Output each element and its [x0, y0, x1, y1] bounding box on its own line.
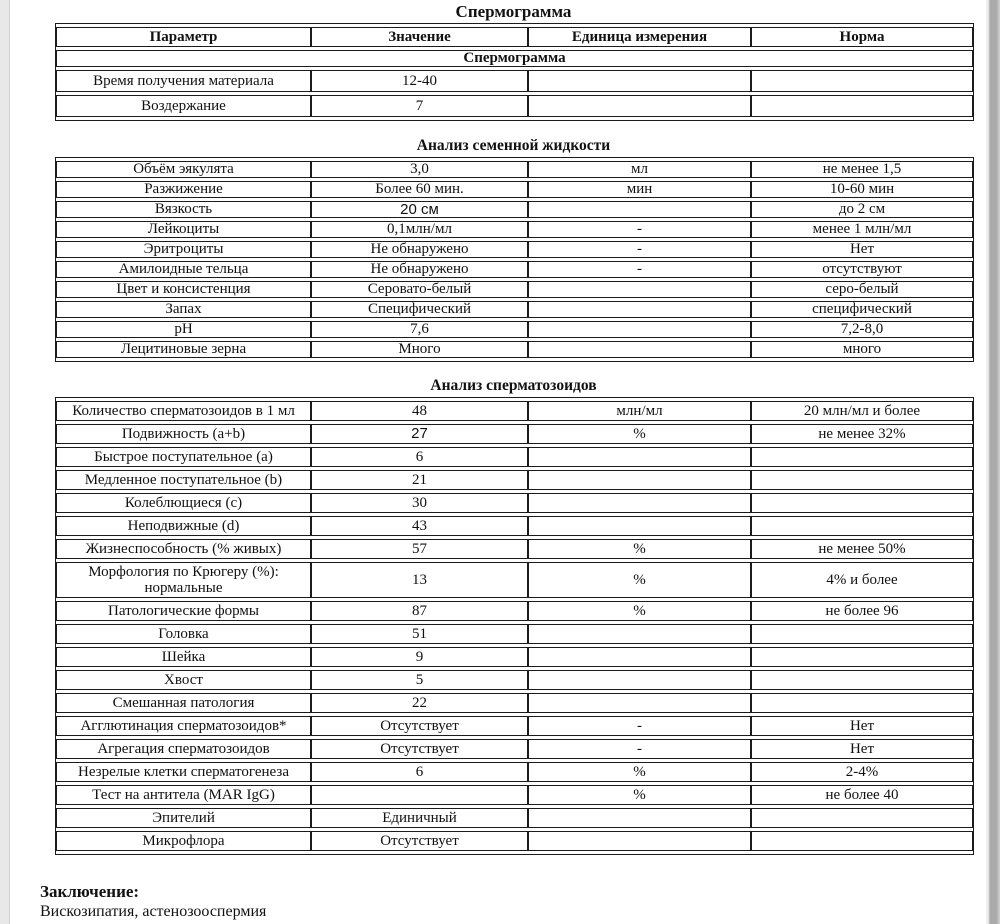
value-cell: 57 — [311, 539, 528, 559]
value-cell: 20 см — [311, 201, 528, 218]
table-row — [56, 601, 973, 621]
norm-cell: до 2 см — [751, 201, 973, 218]
table-row — [56, 808, 973, 828]
norm-cell: серо-белый — [751, 281, 973, 298]
table-row — [56, 401, 973, 421]
table-row — [56, 670, 973, 690]
value-cell: 43 — [311, 516, 528, 536]
value-cell — [311, 785, 528, 805]
parameter-cell: Колеблющиеся (c) — [56, 493, 311, 513]
unit-cell — [528, 516, 751, 536]
spermatozoa-rows — [56, 401, 973, 851]
unit-cell — [528, 470, 751, 490]
parameter-cell: Агрегация сперматозоидов — [56, 739, 311, 759]
unit-cell: млн/мл — [528, 401, 751, 421]
table-row — [56, 647, 973, 667]
spermogram-rows — [56, 70, 973, 117]
table-row — [56, 95, 973, 117]
norm-cell — [751, 624, 973, 644]
unit-cell — [528, 447, 751, 467]
unit-cell: - — [528, 261, 751, 278]
section-title-seminal-fluid: Анализ семенной жидкости — [416, 137, 611, 154]
unit-cell: мл — [528, 161, 751, 178]
table-row — [56, 762, 973, 782]
norm-cell: 2-4% — [751, 762, 973, 782]
parameter-cell: Воздержание — [56, 95, 311, 117]
column-header-norm: Норма — [751, 27, 973, 47]
parameter-cell: Быстрое поступательное (a) — [56, 447, 311, 467]
parameter-cell: pH — [56, 321, 311, 338]
table-row — [56, 516, 973, 536]
section-row-group — [56, 50, 973, 67]
parameter-cell: Тест на антитела (MAR IgG) — [56, 785, 311, 805]
norm-cell: не менее 32% — [751, 424, 973, 444]
value-cell: 3,0 — [311, 161, 528, 178]
table-row — [56, 70, 973, 92]
parameter-cell: Разжижение — [56, 181, 311, 198]
norm-cell: менее 1 млн/мл — [751, 221, 973, 238]
section-title-spermatozoa: Анализ сперматозоидов — [430, 377, 597, 394]
unit-cell: % — [528, 539, 751, 559]
unit-cell — [528, 647, 751, 667]
table-row — [56, 241, 973, 258]
norm-cell: много — [751, 341, 973, 358]
unit-cell — [528, 808, 751, 828]
norm-cell — [751, 808, 973, 828]
norm-cell: не более 96 — [751, 601, 973, 621]
norm-cell: 4% и более — [751, 562, 973, 598]
unit-cell — [528, 95, 751, 117]
value-cell: 6 — [311, 447, 528, 467]
unit-cell — [528, 493, 751, 513]
parameter-cell: Незрелые клетки сперматогенеза — [56, 762, 311, 782]
unit-cell — [528, 70, 751, 92]
parameter-cell: Шейка — [56, 647, 311, 667]
unit-cell — [528, 831, 751, 851]
document-title: Спермограмма — [455, 2, 572, 21]
value-cell: 51 — [311, 624, 528, 644]
parameter-cell: Амилоидные тельца — [56, 261, 311, 278]
conclusion-label: Заключение: — [40, 882, 140, 901]
norm-cell: 7,2-8,0 — [751, 321, 973, 338]
parameter-cell: Агглютинация сперматозоидов* — [56, 716, 311, 736]
parameter-cell: Запах — [56, 301, 311, 318]
conclusion-text: Вискозипатия, астенозооспермия — [40, 903, 267, 920]
parameter-cell: Объём эякулята — [56, 161, 311, 178]
parameter-cell: Лецитиновые зерна — [56, 341, 311, 358]
column-header-unit: Единица измерения — [528, 27, 751, 47]
parameter-cell: Головка — [56, 624, 311, 644]
parameter-cell: Морфология по Крюгеру (%): нормальные — [56, 562, 311, 598]
norm-cell — [751, 670, 973, 690]
value-cell: Отсутствует — [311, 739, 528, 759]
value-cell: 7 — [311, 95, 528, 117]
parameter-cell: Медленное поступательное (b) — [56, 470, 311, 490]
table-row — [56, 321, 973, 338]
report-page — [40, 0, 972, 922]
unit-cell — [528, 281, 751, 298]
table-row — [56, 716, 973, 736]
norm-cell: специфический — [751, 301, 973, 318]
table-header-row — [56, 27, 973, 47]
table-row — [56, 281, 973, 298]
norm-cell — [751, 95, 973, 117]
parameter-cell: Жизнеспособность (% живых) — [56, 539, 311, 559]
unit-cell: % — [528, 762, 751, 782]
value-cell: 30 — [311, 493, 528, 513]
value-cell: 9 — [311, 647, 528, 667]
parameter-cell: Смешанная патология — [56, 693, 311, 713]
parameter-cell: Эпителий — [56, 808, 311, 828]
parameter-cell: Подвижность (a+b) — [56, 424, 311, 444]
norm-cell: не более 40 — [751, 785, 973, 805]
norm-cell: отсутствуют — [751, 261, 973, 278]
table-row — [56, 424, 973, 444]
value-cell: 48 — [311, 401, 528, 421]
unit-cell: % — [528, 785, 751, 805]
unit-cell — [528, 321, 751, 338]
unit-cell: мин — [528, 181, 751, 198]
conclusion-block — [40, 881, 972, 922]
spermatozoa-table — [55, 397, 974, 855]
table-row — [56, 447, 973, 467]
value-cell: 7,6 — [311, 321, 528, 338]
unit-cell — [528, 624, 751, 644]
value-cell: Отсутствует — [311, 831, 528, 851]
norm-cell — [751, 516, 973, 536]
norm-cell — [751, 647, 973, 667]
parameter-cell: Неподвижные (d) — [56, 516, 311, 536]
unit-cell — [528, 693, 751, 713]
vertical-scrollbar[interactable] — [986, 0, 1000, 924]
column-header-value: Значение — [311, 27, 528, 47]
unit-cell: % — [528, 562, 751, 598]
value-cell: Много — [311, 341, 528, 358]
value-cell: Не обнаружено — [311, 261, 528, 278]
unit-cell: - — [528, 241, 751, 258]
value-cell: 13 — [311, 562, 528, 598]
parameter-cell: Время получения материала — [56, 70, 311, 92]
norm-cell: Нет — [751, 241, 973, 258]
section-label: Спермограмма — [56, 50, 973, 67]
table-row — [56, 181, 973, 198]
table-row — [56, 693, 973, 713]
norm-cell — [751, 493, 973, 513]
table-row — [56, 201, 973, 218]
norm-cell — [751, 831, 973, 851]
norm-cell — [751, 470, 973, 490]
unit-cell: % — [528, 424, 751, 444]
norm-cell: Нет — [751, 739, 973, 759]
value-cell: Более 60 мин. — [311, 181, 528, 198]
table-row — [56, 624, 973, 644]
value-cell: 5 — [311, 670, 528, 690]
norm-cell: не менее 1,5 — [751, 161, 973, 178]
value-cell: 27 — [311, 424, 528, 444]
value-cell: Отсутствует — [311, 716, 528, 736]
parameter-cell: Патологические формы — [56, 601, 311, 621]
value-cell: 22 — [311, 693, 528, 713]
parameter-cell: Цвет и консистенция — [56, 281, 311, 298]
parameter-cell: Вязкость — [56, 201, 311, 218]
spermogram-table — [55, 23, 974, 121]
table-row — [56, 785, 973, 805]
norm-cell: Нет — [751, 716, 973, 736]
column-header-parameter: Параметр — [56, 27, 311, 47]
norm-cell: 20 млн/мл и более — [751, 401, 973, 421]
value-cell: 12-40 — [311, 70, 528, 92]
norm-cell: не менее 50% — [751, 539, 973, 559]
seminal-fluid-rows — [56, 161, 973, 358]
table-row — [56, 221, 973, 238]
page-edge — [0, 0, 10, 924]
value-cell: Специфический — [311, 301, 528, 318]
value-cell: 21 — [311, 470, 528, 490]
parameter-cell: Эритроциты — [56, 241, 311, 258]
unit-cell: % — [528, 601, 751, 621]
section-row — [56, 50, 973, 67]
value-cell: Единичный — [311, 808, 528, 828]
norm-cell — [751, 447, 973, 467]
table-row — [56, 831, 973, 851]
value-cell: Серовато-белый — [311, 281, 528, 298]
seminal-fluid-table — [55, 157, 974, 362]
unit-cell — [528, 201, 751, 218]
unit-cell: - — [528, 221, 751, 238]
norm-cell — [751, 693, 973, 713]
unit-cell: - — [528, 739, 751, 759]
unit-cell: - — [528, 716, 751, 736]
value-cell: Не обнаружено — [311, 241, 528, 258]
norm-cell: 10-60 мин — [751, 181, 973, 198]
parameter-cell: Количество сперматозоидов в 1 мл — [56, 401, 311, 421]
unit-cell — [528, 341, 751, 358]
norm-cell — [751, 70, 973, 92]
table-row — [56, 539, 973, 559]
unit-cell — [528, 670, 751, 690]
table-row — [56, 493, 973, 513]
table-row — [56, 562, 973, 598]
value-cell: 6 — [311, 762, 528, 782]
table-row — [56, 161, 973, 178]
parameter-cell: Микрофлора — [56, 831, 311, 851]
value-cell: 87 — [311, 601, 528, 621]
value-cell: 0,1млн/мл — [311, 221, 528, 238]
table-row — [56, 341, 973, 358]
parameter-cell: Лейкоциты — [56, 221, 311, 238]
table-row — [56, 739, 973, 759]
parameter-cell: Хвост — [56, 670, 311, 690]
table-row — [56, 261, 973, 278]
table-row — [56, 301, 973, 318]
unit-cell — [528, 301, 751, 318]
table-row — [56, 470, 973, 490]
